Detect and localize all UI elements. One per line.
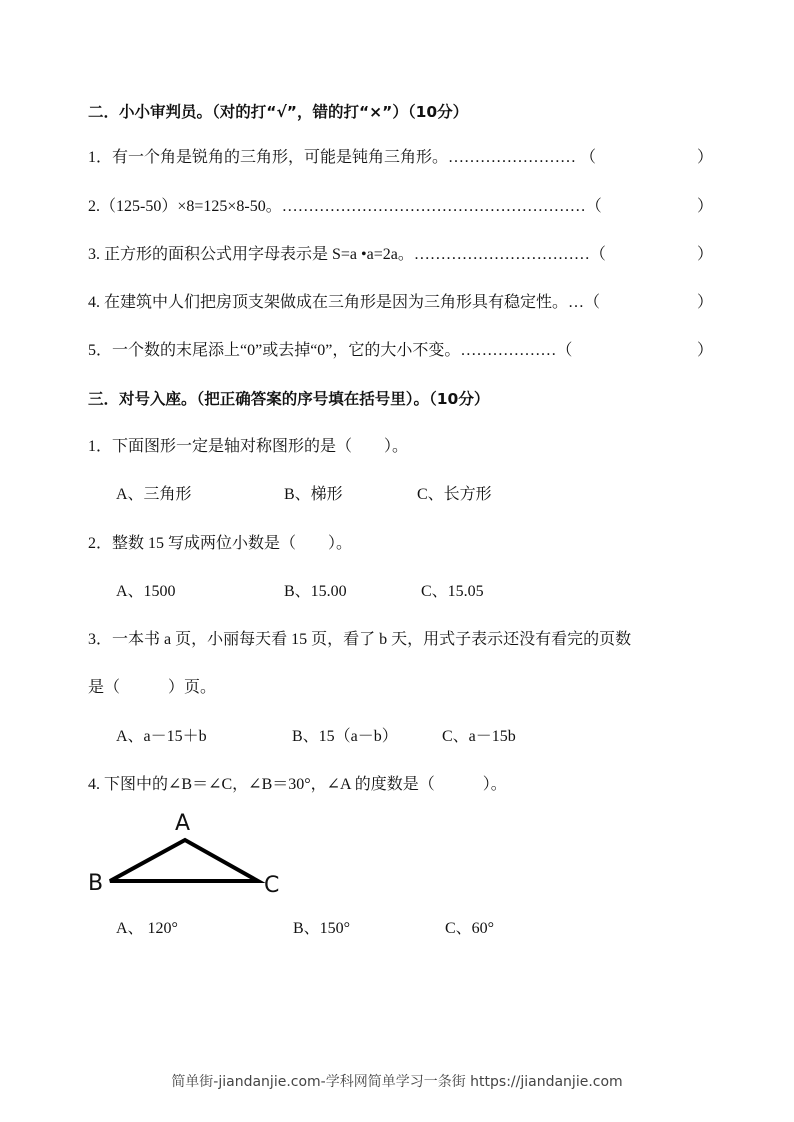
q2-option-a[interactable]: A、1500	[116, 583, 176, 600]
choice-q1: 1．下面图形一定是轴对称图形的是（ ）。	[88, 438, 409, 455]
q1-option-c[interactable]: C、长方形	[417, 486, 492, 503]
judge-item-5: 5．一个数的末尾添上“0”或去掉“0”，它的大小不变。………………（	[88, 342, 573, 359]
q4-option-c[interactable]: C、60°	[445, 920, 495, 937]
q1-option-a[interactable]: A、三角形	[116, 486, 192, 503]
triangle-abc	[110, 840, 258, 881]
q3-option-c[interactable]: C、a－15b	[442, 728, 516, 745]
answer-paren-1[interactable]: ）	[697, 149, 714, 166]
q3-option-b[interactable]: B、15（a－b）	[292, 728, 398, 745]
q4-option-a[interactable]: A、 120°	[116, 920, 178, 937]
choice-q2: 2．整数 15 写成两位小数是（ ）。	[88, 535, 353, 552]
answer-paren-2[interactable]: ）	[697, 198, 714, 215]
vertex-label-b: B	[88, 871, 104, 896]
q1-option-b[interactable]: B、梯形	[284, 486, 343, 503]
judge-item-1: 1．有一个角是锐角的三角形，可能是钝角三角形。…………………… （	[88, 149, 597, 166]
section3-title: 三．对号入座。（把正确答案的序号填在括号里）。（10分）	[88, 390, 490, 408]
q2-option-c[interactable]: C、15.05	[421, 583, 484, 600]
choice-q4: 4. 下图中的∠B＝∠C，∠B＝30°，∠A 的度数是（ ）。	[88, 776, 507, 793]
section2-title: 二．小小审判员。（对的打“√”，错的打“×”）（10分）	[88, 103, 469, 121]
judge-item-4: 4. 在建筑中人们把房顶支架做成在三角形是因为三角形具有稳定性。…（	[88, 294, 601, 311]
vertex-label-c: C	[264, 873, 280, 898]
q3-option-a[interactable]: A、a－15＋b	[116, 728, 207, 745]
choice-q3-cont: 是（ ）页。	[88, 679, 217, 696]
judge-item-2: 2.（125-50）×8=125×8-50。…………………………………………………（	[88, 198, 602, 215]
judge-item-3: 3. 正方形的面积公式用字母表示是 S=a •a=2a。……………………………（	[88, 246, 606, 263]
footer-watermark: 简单街-jiandanjie.com-学科网简单学习一条街 https://jiandanjie.com	[171, 1074, 623, 1090]
answer-paren-4[interactable]: ）	[697, 294, 714, 311]
q4-option-b[interactable]: B、150°	[293, 920, 351, 937]
answer-paren-5[interactable]: ）	[697, 342, 714, 359]
answer-paren-3[interactable]: ）	[697, 246, 714, 263]
vertex-label-a: A	[175, 811, 191, 836]
choice-q3: 3．一本书 a 页，小丽每天看 15 页，看了 b 天，用式子表示还没有看完的页数	[88, 631, 632, 648]
q2-option-b[interactable]: B、15.00	[284, 583, 347, 600]
